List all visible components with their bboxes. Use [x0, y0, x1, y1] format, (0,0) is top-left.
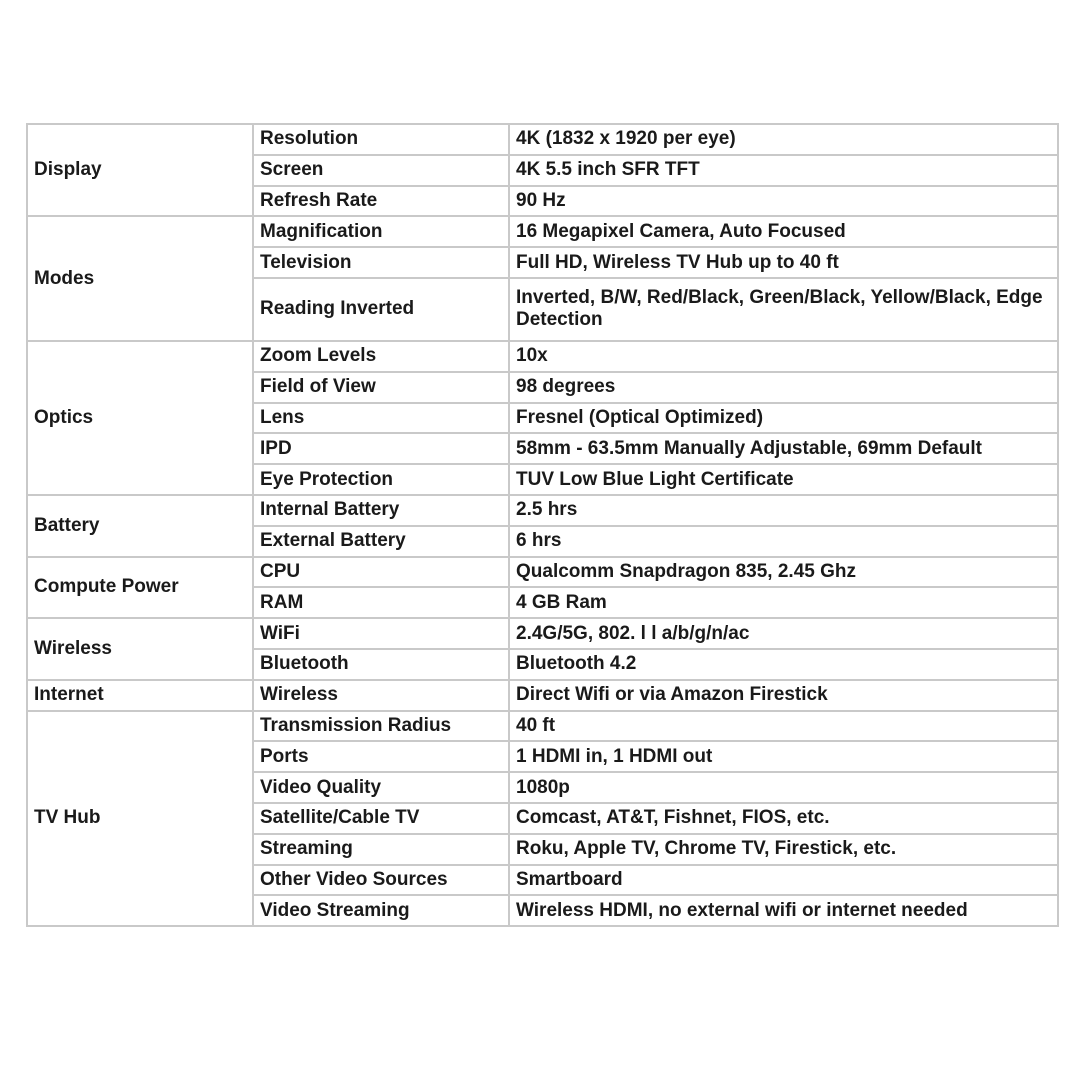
category-cell-modes: Modes	[27, 216, 253, 341]
table-row	[27, 557, 1058, 588]
category-cell-tv-hub: TV Hub	[27, 711, 253, 927]
value-cell: 98 degrees	[509, 372, 1058, 403]
table-row	[27, 680, 1058, 711]
feature-cell: Zoom Levels	[253, 341, 509, 372]
category-cell-optics: Optics	[27, 341, 253, 495]
feature-cell: Screen	[253, 155, 509, 186]
feature-cell: Eye Protection	[253, 464, 509, 495]
category-cell-wireless: Wireless	[27, 618, 253, 680]
spec-table-body	[27, 124, 1058, 926]
value-cell: 6 hrs	[509, 526, 1058, 557]
feature-cell: Wireless	[253, 680, 509, 711]
value-cell: 4 GB Ram	[509, 587, 1058, 618]
value-cell: Fresnel (Optical Optimized)	[509, 403, 1058, 434]
value-cell: 40 ft	[509, 711, 1058, 742]
value-cell: Comcast, AT&T, Fishnet, FIOS, etc.	[509, 803, 1058, 834]
feature-cell: Satellite/Cable TV	[253, 803, 509, 834]
category-cell-internet: Internet	[27, 680, 253, 711]
feature-cell: Reading Inverted	[253, 278, 509, 341]
value-cell: Direct Wifi or via Amazon Firestick	[509, 680, 1058, 711]
feature-cell: Field of View	[253, 372, 509, 403]
value-cell: 2.4G/5G, 802. l l a/b/g/n/ac	[509, 618, 1058, 649]
feature-cell: Transmission Radius	[253, 711, 509, 742]
feature-cell: IPD	[253, 433, 509, 464]
value-cell: Wireless HDMI, no external wifi or internet needed	[509, 895, 1058, 926]
feature-cell: CPU	[253, 557, 509, 588]
value-cell: TUV Low Blue Light Certificate	[509, 464, 1058, 495]
table-row	[27, 341, 1058, 372]
value-cell: 58mm - 63.5mm Manually Adjustable, 69mm Default	[509, 433, 1058, 464]
feature-cell: Ports	[253, 741, 509, 772]
feature-cell: Video Streaming	[253, 895, 509, 926]
category-cell-battery: Battery	[27, 495, 253, 557]
table-row	[27, 216, 1058, 247]
feature-cell: WiFi	[253, 618, 509, 649]
category-cell-compute-power: Compute Power	[27, 557, 253, 619]
value-cell: 10x	[509, 341, 1058, 372]
value-cell: Smartboard	[509, 865, 1058, 896]
table-row	[27, 495, 1058, 526]
value-cell: Qualcomm Snapdragon 835, 2.45 Ghz	[509, 557, 1058, 588]
value-cell: Full HD, Wireless TV Hub up to 40 ft	[509, 247, 1058, 278]
value-cell: 16 Megapixel Camera, Auto Focused	[509, 216, 1058, 247]
feature-cell: RAM	[253, 587, 509, 618]
table-row	[27, 711, 1058, 742]
category-cell-display: Display	[27, 124, 253, 216]
feature-cell: Other Video Sources	[253, 865, 509, 896]
table-row	[27, 124, 1058, 155]
value-cell: 4K (1832 x 1920 per eye)	[509, 124, 1058, 155]
feature-cell: Streaming	[253, 834, 509, 865]
feature-cell: Resolution	[253, 124, 509, 155]
feature-cell: External Battery	[253, 526, 509, 557]
table-row	[27, 618, 1058, 649]
feature-cell: Lens	[253, 403, 509, 434]
value-cell: Roku, Apple TV, Chrome TV, Firestick, etc.	[509, 834, 1058, 865]
feature-cell: Video Quality	[253, 772, 509, 803]
feature-cell: Magnification	[253, 216, 509, 247]
spec-table	[26, 123, 1059, 927]
feature-cell: Refresh Rate	[253, 186, 509, 217]
value-cell: 1 HDMI in, 1 HDMI out	[509, 741, 1058, 772]
feature-cell: Internal Battery	[253, 495, 509, 526]
value-cell: 1080p	[509, 772, 1058, 803]
value-cell: Inverted, B/W, Red/Black, Green/Black, Yellow/Black, Edge Detection	[509, 278, 1058, 341]
value-cell: Bluetooth 4.2	[509, 649, 1058, 680]
value-cell: 4K 5.5 inch SFR TFT	[509, 155, 1058, 186]
value-cell: 90 Hz	[509, 186, 1058, 217]
feature-cell: Television	[253, 247, 509, 278]
value-cell: 2.5 hrs	[509, 495, 1058, 526]
feature-cell: Bluetooth	[253, 649, 509, 680]
